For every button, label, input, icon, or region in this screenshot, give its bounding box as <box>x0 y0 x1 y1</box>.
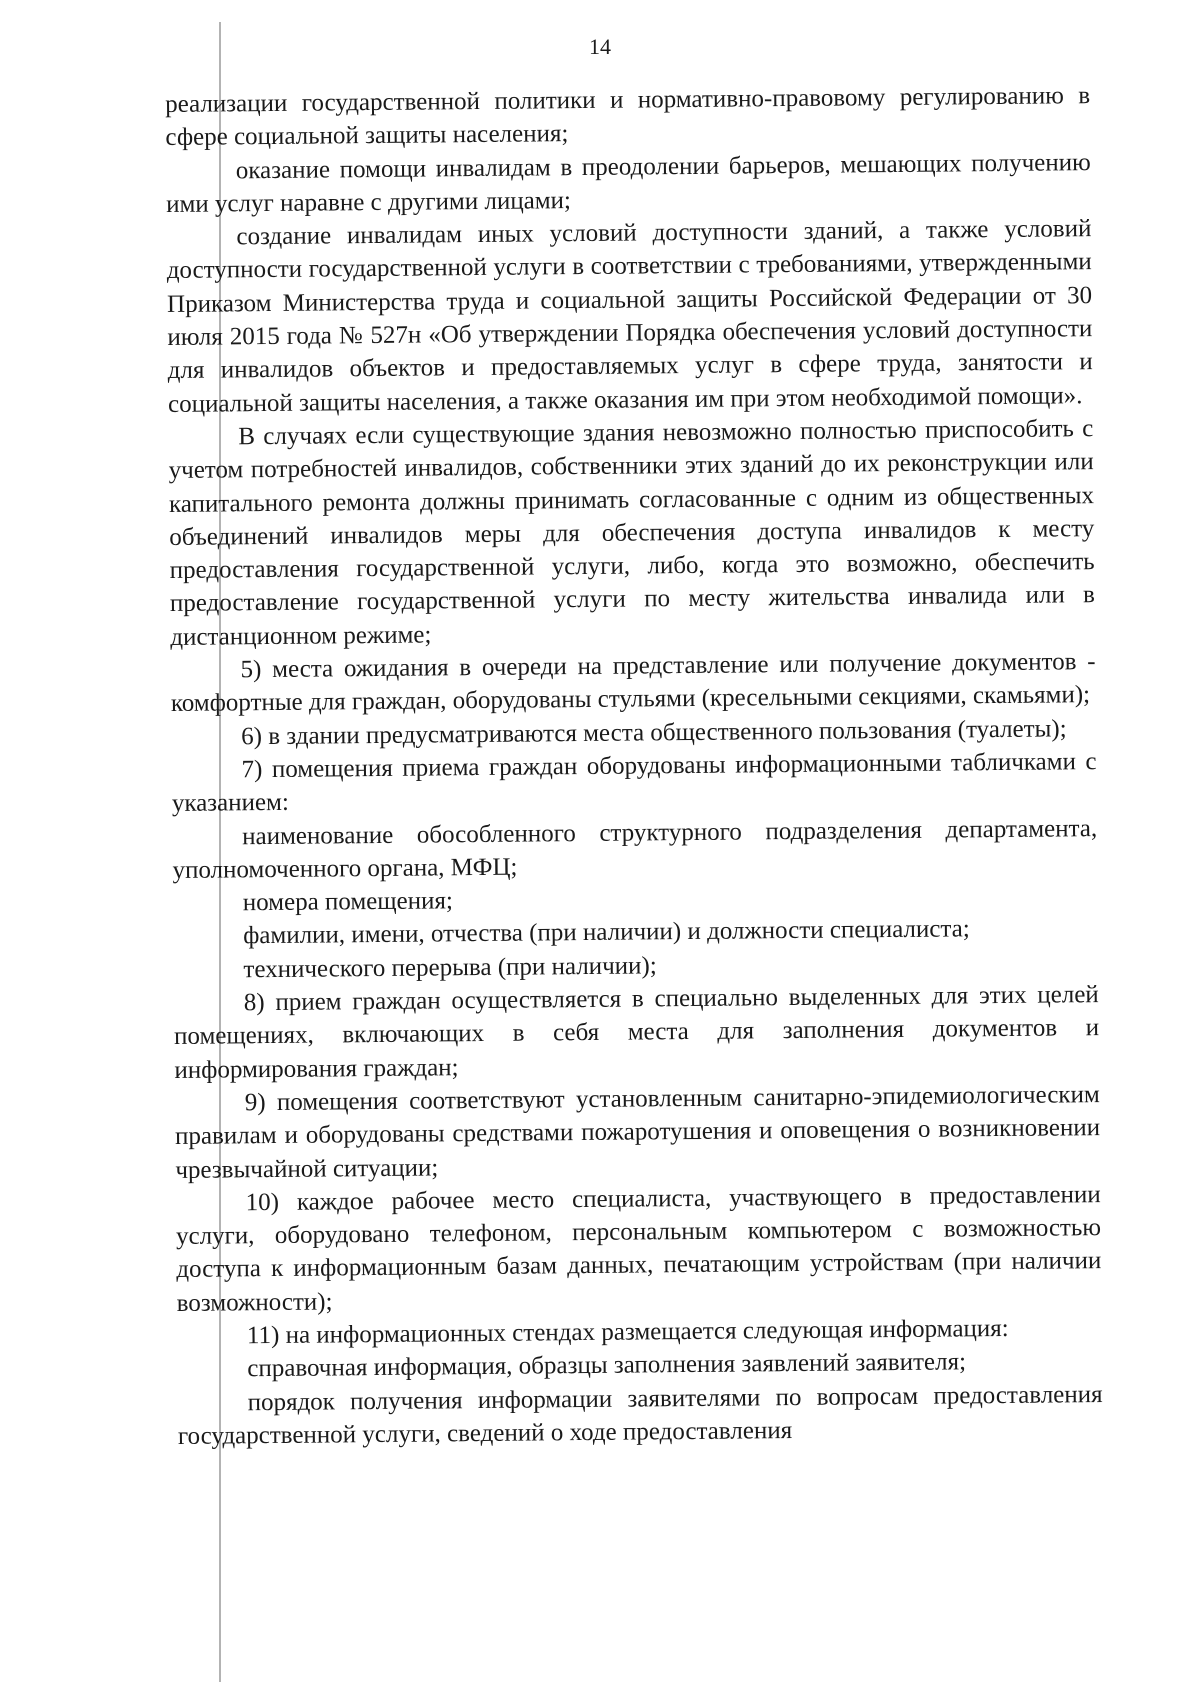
list-item: 8) прием граждан осуществляется в специально выделенных для этих целей помещениях, включающих в себя места для заполнения документов и информирования граждан; <box>173 981 1100 1084</box>
list-item: 10) каждое рабочее место специалиста, участвующего в предоставлении услуги, оборудовано телефоном, персональным компьютером с возможностью доступа к информационным базам данных, печатающим устройствам (при наличии возможности); <box>175 1180 1102 1317</box>
sub-item: порядок получения информации заявителями по вопросам предоставления государственной услуги, сведений о ходе предоставления <box>177 1380 1103 1450</box>
document-body <box>165 79 1103 1453</box>
list-item: 6) в здании предусматриваются места общественного пользования (туалеты); <box>241 715 1067 750</box>
sub-item: номера помещения; <box>242 887 453 917</box>
sub-item: наименование обособленного структурного подразделения департамента, уполномоченного органа, МФЦ; <box>172 814 1098 884</box>
sub-item: фамилии, имени, отчества (при наличии) и должности специалиста; <box>243 915 970 950</box>
list-item: 5) места ожидания в очереди на представление или получение документов - комфортные для граждан, оборудованы стульями (кресельными секциями, скамьями); <box>170 648 1096 718</box>
page-number: 14 <box>589 34 611 59</box>
paragraph: реализации государственной политики и нормативно-правовому регулированию в сфере социальной защиты населения; <box>165 82 1091 152</box>
sub-item: технического перерыва (при наличии); <box>243 952 657 984</box>
paragraph: создание инвалидам иных условий доступности зданий, а также условий доступности государственной услуги в соответствии с требованиями, утвержденными Приказом Министерства труда и социальной защиты Российской Федерации от 30 июля 2015 года № 527н «Об утверждении Порядка обеспечения условий доступности для инвалидов объектов и предоставляемых услуг в сфере труда, занятости и социальной защиты населения, а также оказания им при этом необходимой помощи». <box>166 215 1093 418</box>
paragraph: В случаях если существующие здания невозможно полностью приспособить с учетом потребностей инвалидов, собственники этих зданий до их реконструкции или капитального ремонта должны принимать согласованные с одним из общественных объединений инвалидов меры для обеспечения доступа инвалидов к месту предоставления государственной услуги, либо, когда это возможно, обеспечить предоставление государственной услуги по месту жительства инвалида или в дистанционном режиме; <box>168 415 1096 651</box>
list-item: 7) помещения приема граждан оборудованы информационными табличками с указанием: <box>171 748 1097 818</box>
list-item: 11) на информационных стендах размещается следующая информация: <box>246 1314 1009 1350</box>
list-item: 9) помещения соответствуют установленным санитарно-эпидемиологическим правилам и оборудованы средствами пожаротушения и оповещения о возникновении чрезвычайной ситуации; <box>174 1080 1101 1184</box>
sub-item: справочная информация, образцы заполнения заявлений заявителя; <box>247 1348 967 1383</box>
paragraph: оказание помощи инвалидам в преодолении барьеров, мешающих получению ими услуг наравне с другими лицами; <box>165 148 1091 218</box>
